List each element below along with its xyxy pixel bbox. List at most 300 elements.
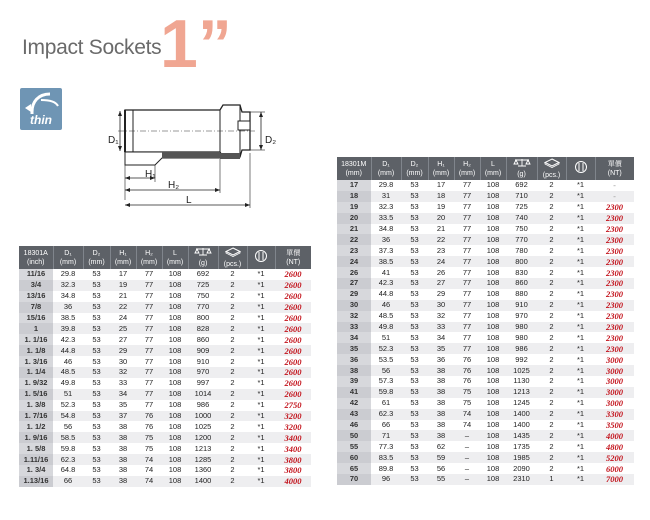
value-cell: 44.8	[53, 345, 83, 356]
value-cell: 89.8	[371, 463, 401, 474]
value-cell: 2	[537, 213, 566, 224]
value-cell: 74	[454, 420, 480, 431]
value-cell: 1245	[506, 398, 537, 409]
value-cell: 49.8	[371, 322, 401, 333]
price-cell: 3000	[595, 376, 634, 387]
value-cell: 1014	[188, 389, 218, 400]
value-cell: 1	[537, 474, 566, 485]
value-cell: 38	[110, 421, 136, 432]
value-cell: 2	[218, 313, 247, 324]
value-cell: 53	[83, 291, 110, 302]
value-cell: 20	[428, 213, 454, 224]
value-cell: 77	[454, 289, 480, 300]
value-cell: *1	[247, 367, 275, 378]
value-cell: 880	[506, 289, 537, 300]
carton-icon	[574, 160, 588, 174]
value-cell: *1	[566, 311, 595, 322]
value-cell: 77.3	[371, 441, 401, 452]
inch-header-2: D₂ (mm)	[83, 246, 110, 269]
value-cell: 108	[162, 291, 188, 302]
price-cell: 2600	[275, 323, 311, 334]
value-cell: 2	[537, 256, 566, 267]
value-cell: *1	[247, 313, 275, 324]
value-cell: 53	[401, 234, 428, 245]
value-cell: 77	[136, 280, 162, 291]
value-cell: *1	[247, 302, 275, 313]
value-cell: *1	[566, 191, 595, 202]
value-cell: 53	[83, 334, 110, 345]
value-cell: 52.3	[53, 400, 83, 411]
value-cell: 74	[136, 476, 162, 487]
value-cell: 2	[537, 365, 566, 376]
inch-socket-table	[19, 246, 311, 487]
value-cell: *1	[247, 411, 275, 422]
value-cell: *1	[566, 289, 595, 300]
table-row	[337, 463, 634, 474]
table-row	[19, 378, 311, 389]
value-cell: 108	[162, 389, 188, 400]
size-cell: 19	[337, 202, 371, 213]
d1-label: D₁	[108, 135, 119, 146]
price-cell: 2300	[595, 202, 634, 213]
value-cell: 108	[480, 387, 506, 398]
price-cell: 3800	[275, 454, 311, 465]
value-cell: 26	[428, 267, 454, 278]
price-cell: 4000	[595, 430, 634, 441]
value-cell: 108	[480, 180, 506, 191]
table-row	[19, 334, 311, 345]
value-cell: 2	[218, 378, 247, 389]
value-cell: 35	[110, 400, 136, 411]
value-cell: 108	[480, 256, 506, 267]
value-cell: 42.3	[371, 278, 401, 289]
value-cell: 53	[401, 409, 428, 420]
value-cell: 108	[162, 443, 188, 454]
value-cell: 2	[537, 354, 566, 365]
value-cell: 2	[218, 345, 247, 356]
value-cell: 108	[162, 345, 188, 356]
price-cell: 2600	[275, 389, 311, 400]
value-cell: *1	[566, 180, 595, 191]
package-icon	[543, 158, 561, 168]
value-cell: *1	[247, 280, 275, 291]
inch-header-6: (g)	[188, 246, 218, 269]
value-cell: 108	[162, 400, 188, 411]
value-cell: 77	[454, 322, 480, 333]
value-cell: 53	[401, 398, 428, 409]
value-cell: 53	[401, 289, 428, 300]
size-cell: 1. 9/16	[19, 432, 53, 443]
value-cell: *1	[566, 278, 595, 289]
value-cell: 2	[218, 356, 247, 367]
price-cell: 2300	[595, 332, 634, 343]
table-row	[337, 420, 634, 431]
value-cell: 2	[537, 343, 566, 354]
value-cell: 1435	[506, 430, 537, 441]
value-cell: 2	[218, 291, 247, 302]
inch-header-9: 單價 (NT)	[275, 246, 311, 269]
value-cell: 53	[401, 376, 428, 387]
table-row	[19, 345, 311, 356]
value-cell: 53	[83, 269, 110, 280]
size-cell: 11/16	[19, 269, 53, 280]
value-cell: 108	[162, 313, 188, 324]
value-cell: 108	[162, 378, 188, 389]
price-cell: 3500	[595, 420, 634, 431]
value-cell: *1	[566, 409, 595, 420]
value-cell: 56	[53, 421, 83, 432]
value-cell: 22	[428, 234, 454, 245]
size-cell: 1. 5/8	[19, 443, 53, 454]
price-cell: 2600	[275, 302, 311, 313]
value-cell: 38	[428, 365, 454, 376]
value-cell: 74	[454, 409, 480, 420]
value-cell: 2	[537, 452, 566, 463]
value-cell: 770	[188, 302, 218, 313]
value-cell: 48.5	[53, 367, 83, 378]
value-cell: *1	[566, 300, 595, 311]
value-cell: *1	[247, 269, 275, 280]
table-row	[337, 376, 634, 387]
value-cell: 1400	[506, 409, 537, 420]
value-cell: 57.3	[371, 376, 401, 387]
l-label: L	[186, 195, 192, 206]
value-cell: 2	[537, 311, 566, 322]
table-row	[19, 400, 311, 411]
value-cell: 38.5	[371, 256, 401, 267]
table-row	[337, 234, 634, 245]
value-cell: 53	[401, 278, 428, 289]
value-cell: 46	[371, 300, 401, 311]
value-cell: 29.8	[371, 180, 401, 191]
value-cell: 24	[428, 256, 454, 267]
value-cell: 53	[401, 300, 428, 311]
value-cell: *1	[247, 378, 275, 389]
inch-header-8	[247, 246, 275, 269]
value-cell: 830	[506, 267, 537, 278]
table-header-row	[337, 157, 634, 180]
value-cell: 2	[218, 323, 247, 334]
value-cell: –	[454, 474, 480, 485]
table-row	[337, 267, 634, 278]
price-cell: 2300	[595, 256, 634, 267]
value-cell: 2	[218, 389, 247, 400]
value-cell: 77	[454, 332, 480, 343]
value-cell: 96	[371, 474, 401, 485]
value-cell: 1025	[506, 365, 537, 376]
value-cell: 992	[506, 354, 537, 365]
value-cell: 53	[401, 463, 428, 474]
value-cell: *1	[566, 463, 595, 474]
table-row	[19, 356, 311, 367]
value-cell: *1	[566, 343, 595, 354]
value-cell: 750	[188, 291, 218, 302]
inch-header-1: D₁ (mm)	[53, 246, 83, 269]
table-row	[19, 291, 311, 302]
value-cell: *1	[566, 256, 595, 267]
value-cell: 77	[454, 256, 480, 267]
value-cell: 2	[218, 454, 247, 465]
value-cell: 108	[162, 454, 188, 465]
value-cell: 108	[480, 289, 506, 300]
value-cell: 58.5	[53, 432, 83, 443]
value-cell: 38	[428, 376, 454, 387]
size-cell: 33	[337, 322, 371, 333]
price-cell: 2300	[595, 289, 634, 300]
value-cell: 32.3	[371, 202, 401, 213]
price-cell: 2600	[275, 291, 311, 302]
table-row	[19, 421, 311, 432]
value-cell: 53	[401, 245, 428, 256]
value-cell: 1285	[188, 454, 218, 465]
value-cell: 77	[454, 180, 480, 191]
value-cell: 17	[428, 180, 454, 191]
metric-header-8	[566, 157, 595, 180]
value-cell: 710	[506, 191, 537, 202]
value-cell: *1	[566, 224, 595, 235]
value-cell: 38	[110, 476, 136, 487]
value-cell: 2	[218, 421, 247, 432]
value-cell: 2	[537, 409, 566, 420]
value-cell: 2	[218, 476, 247, 487]
value-cell: 108	[480, 376, 506, 387]
size-cell: 7/8	[19, 302, 53, 313]
size-cell: 1. 5/16	[19, 389, 53, 400]
value-cell: 980	[506, 322, 537, 333]
value-cell: 66	[371, 420, 401, 431]
value-cell: *1	[566, 354, 595, 365]
value-cell: 77	[454, 300, 480, 311]
value-cell: *1	[247, 400, 275, 411]
value-cell: 780	[506, 245, 537, 256]
value-cell: 2	[537, 463, 566, 474]
value-cell: 53	[83, 323, 110, 334]
value-cell: *1	[247, 421, 275, 432]
size-cell: 1. 1/8	[19, 345, 53, 356]
value-cell: *1	[247, 454, 275, 465]
value-cell: 2	[537, 278, 566, 289]
price-cell: 3000	[595, 354, 634, 365]
value-cell: 108	[162, 465, 188, 476]
price-cell: 2300	[595, 245, 634, 256]
value-cell: 108	[480, 430, 506, 441]
inch-header-0: 18301A (inch)	[19, 246, 53, 269]
value-cell: 53	[401, 474, 428, 485]
value-cell: 33.5	[371, 213, 401, 224]
size-cell: 1. 3/16	[19, 356, 53, 367]
value-cell: *1	[566, 332, 595, 343]
metric-header-6: (g)	[506, 157, 537, 180]
value-cell: 62	[428, 441, 454, 452]
value-cell: 725	[188, 280, 218, 291]
value-cell: 36	[371, 234, 401, 245]
value-cell: 74	[136, 465, 162, 476]
price-cell: 3800	[275, 465, 311, 476]
size-cell: 32	[337, 311, 371, 322]
price-cell: 5200	[595, 452, 634, 463]
value-cell: 77	[136, 345, 162, 356]
size-cell: 41	[337, 387, 371, 398]
value-cell: 76	[454, 354, 480, 365]
value-cell: *1	[566, 441, 595, 452]
value-cell: 2	[218, 334, 247, 345]
metric-header-0: 18301M (mm)	[337, 157, 371, 180]
table-row	[337, 245, 634, 256]
value-cell: 53	[401, 365, 428, 376]
price-cell: 2600	[275, 313, 311, 324]
price-cell: 3000	[595, 387, 634, 398]
value-cell: 38	[110, 432, 136, 443]
value-cell: 77	[454, 224, 480, 235]
table-row	[337, 365, 634, 376]
value-cell: *1	[566, 202, 595, 213]
metric-socket-table	[337, 157, 634, 485]
value-cell: 108	[480, 420, 506, 431]
size-cell: 1. 9/32	[19, 378, 53, 389]
price-cell: 2300	[595, 322, 634, 333]
value-cell: *1	[247, 356, 275, 367]
value-cell: 53	[83, 432, 110, 443]
metric-header-2: D₂ (mm)	[401, 157, 428, 180]
price-cell: 3200	[275, 421, 311, 432]
table-row	[19, 465, 311, 476]
value-cell: 997	[188, 378, 218, 389]
value-cell: 53	[401, 267, 428, 278]
metric-header-4: H₂ (mm)	[454, 157, 480, 180]
price-cell: 2600	[275, 367, 311, 378]
value-cell: 1200	[188, 432, 218, 443]
value-cell: 970	[188, 367, 218, 378]
value-cell: *1	[247, 345, 275, 356]
price-cell: 3300	[595, 409, 634, 420]
size-cell: 23	[337, 245, 371, 256]
value-cell: –	[454, 452, 480, 463]
metric-header-5: L (mm)	[480, 157, 506, 180]
value-cell: 36	[53, 302, 83, 313]
size-cell: 17	[337, 180, 371, 191]
value-cell: 31	[371, 191, 401, 202]
value-cell: 108	[480, 278, 506, 289]
value-cell: 19	[110, 280, 136, 291]
size-cell: 21	[337, 224, 371, 235]
value-cell: 108	[480, 474, 506, 485]
value-cell: 25	[110, 323, 136, 334]
value-cell: 108	[162, 476, 188, 487]
value-cell: 53	[401, 452, 428, 463]
value-cell: 692	[188, 269, 218, 280]
value-cell: 53	[83, 443, 110, 454]
table-row	[19, 454, 311, 465]
value-cell: 48.5	[371, 311, 401, 322]
h2-label: H₂	[168, 180, 180, 191]
value-cell: 2	[218, 302, 247, 313]
price-cell: 6000	[595, 463, 634, 474]
value-cell: 59	[428, 452, 454, 463]
value-cell: 740	[506, 213, 537, 224]
value-cell: 51	[53, 389, 83, 400]
value-cell: 108	[162, 367, 188, 378]
value-cell: 38	[428, 420, 454, 431]
value-cell: 29	[428, 289, 454, 300]
metric-header-7: (pcs.)	[537, 157, 566, 180]
value-cell: 2	[218, 280, 247, 291]
metric-header-1: D₁ (mm)	[371, 157, 401, 180]
value-cell: 76	[136, 411, 162, 422]
value-cell: 108	[162, 356, 188, 367]
value-cell: 108	[480, 452, 506, 463]
table-row	[19, 269, 311, 280]
price-cell: 3400	[275, 432, 311, 443]
table-row	[337, 343, 634, 354]
table-row	[337, 387, 634, 398]
value-cell: 53	[401, 224, 428, 235]
value-cell: 2	[537, 322, 566, 333]
value-cell: 860	[188, 334, 218, 345]
value-cell: 29	[110, 345, 136, 356]
value-cell: 2	[218, 411, 247, 422]
value-cell: 2	[537, 387, 566, 398]
table-row	[337, 332, 634, 343]
value-cell: 2310	[506, 474, 537, 485]
value-cell: 52.3	[371, 343, 401, 354]
table-row	[19, 280, 311, 291]
price-cell: 7000	[595, 474, 634, 485]
value-cell: 83.5	[371, 452, 401, 463]
inch-header-3: H₁ (mm)	[110, 246, 136, 269]
value-cell: 2	[537, 191, 566, 202]
size-cell: 42	[337, 398, 371, 409]
size-cell: 13/16	[19, 291, 53, 302]
value-cell: 1400	[506, 420, 537, 431]
table-row	[337, 224, 634, 235]
value-cell: 108	[480, 343, 506, 354]
value-cell: *1	[247, 291, 275, 302]
value-cell: 53	[83, 280, 110, 291]
value-cell: 108	[480, 409, 506, 420]
value-cell: 1400	[188, 476, 218, 487]
value-cell: 53	[401, 256, 428, 267]
value-cell: 30	[428, 300, 454, 311]
value-cell: 49.8	[53, 378, 83, 389]
value-cell: 108	[162, 334, 188, 345]
value-cell: 38	[110, 443, 136, 454]
value-cell: 2	[537, 234, 566, 245]
value-cell: 77	[454, 343, 480, 354]
value-cell: 770	[506, 234, 537, 245]
value-cell: 108	[480, 365, 506, 376]
value-cell: *1	[566, 387, 595, 398]
table-row	[337, 409, 634, 420]
table-row	[337, 202, 634, 213]
value-cell: 692	[506, 180, 537, 191]
value-cell: 970	[506, 311, 537, 322]
value-cell: 34.8	[371, 224, 401, 235]
value-cell: 2	[537, 300, 566, 311]
value-cell: 108	[480, 234, 506, 245]
value-cell: 53	[401, 202, 428, 213]
value-cell: 34	[428, 332, 454, 343]
value-cell: 750	[506, 224, 537, 235]
table-row	[337, 398, 634, 409]
size-cell: 1. 7/16	[19, 411, 53, 422]
h1-label: H₁	[145, 169, 156, 180]
price-cell: 3000	[595, 398, 634, 409]
size-cell: 18	[337, 191, 371, 202]
table-row	[337, 441, 634, 452]
price-cell: -	[595, 180, 634, 191]
table-row	[337, 322, 634, 333]
value-cell: 108	[162, 432, 188, 443]
